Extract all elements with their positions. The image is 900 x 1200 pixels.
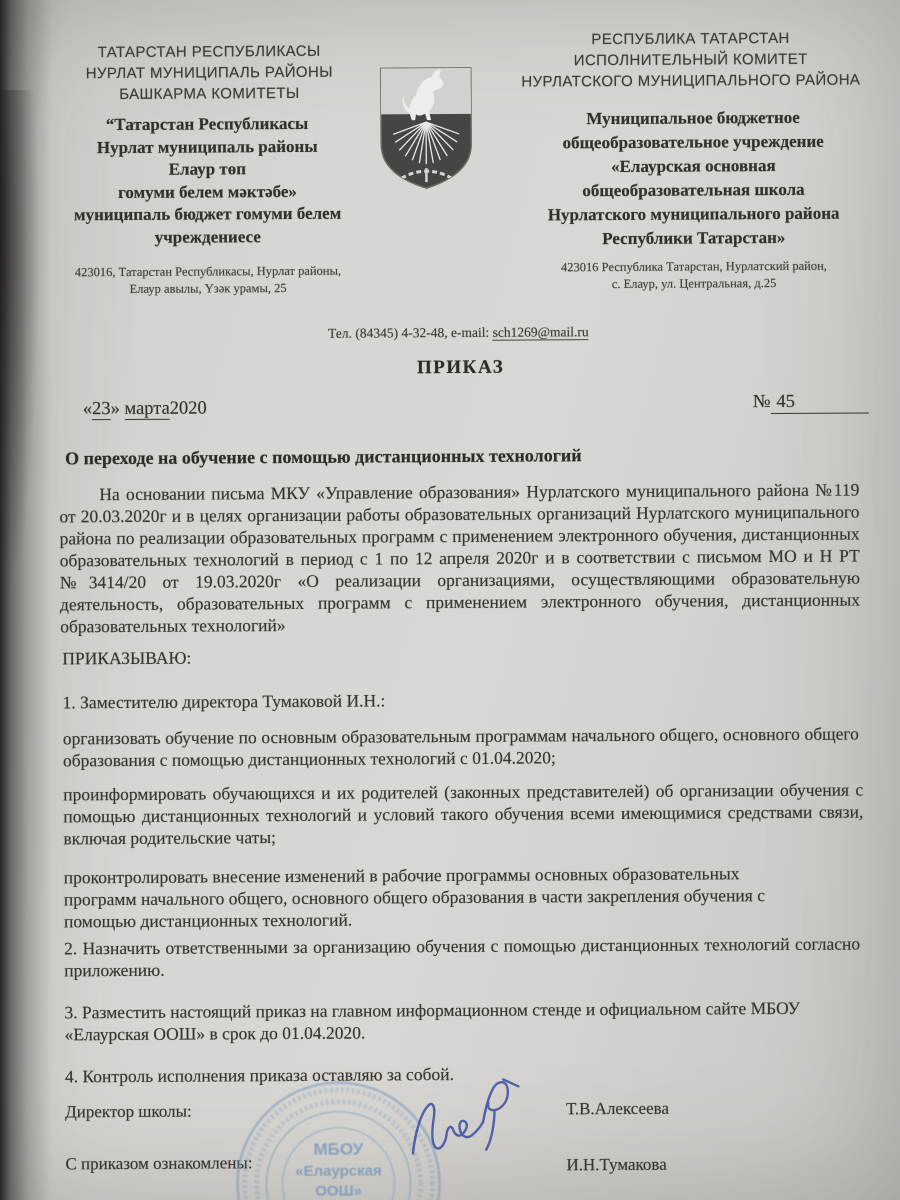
acknowledged-name: И.Н.Тумакова [566, 1154, 667, 1175]
school-name-line: Муниципальное бюджетное [586, 107, 800, 129]
order-item-1-sub-c: проконтролировать внесение изменений в рабочие программы основных образовательных программ начального общего, основного общего образования в части закрепления обучения с помощью дистанционных технологий. [63, 863, 766, 932]
order-item-1-sub-b: проинформировать обучающихся и их родителей (законных представителей) об организации обучения с помощью дистанционных технологий и условий такого обучения всеми имеющимися средствами связи, включая родительские чаты; [63, 779, 864, 849]
letterhead-right-school-name [502, 105, 885, 251]
order-date-day: 23 [92, 399, 111, 420]
phone-text: Тел. (84345) 4-32-48, e-mail: [328, 324, 493, 341]
school-name-line: Елаур төп [168, 159, 247, 179]
order-item-1-sub-a: организовать обучение по основным образовательным программам начального общего, основного общего образования с помощью дистанционных технологий с 01.04.2020; [62, 723, 859, 771]
order-item-1-heading: 1. Заместителю директора Тумаковой И.Н.: [62, 690, 386, 713]
order-number [753, 391, 869, 414]
order-date-month: марта [124, 398, 170, 419]
order-date [83, 398, 207, 420]
letterhead-left-org-line: ТАТАРСТАН РЕСПУБЛИКАСЫ [97, 42, 321, 62]
letterhead-left-org-line: НУРЛАТ МУНИЦИПАЛЬ РАЙОНЫ [85, 63, 333, 83]
order-item-3: 3. Разместить настоящий приказ на главном информационном стенде и официальном сайте МБОУ «Елаурская ООШ» в срок до 01.04.2020. [64, 997, 801, 1045]
order-item-2: 2. Назначить ответственными за организацию обучения с помощью дистанционных технологий согласно приложению. [64, 933, 861, 981]
letterhead-right-org-line: НУРЛАТСКОГО МУНИЦИПАЛЬНОГО РАЙОНА [521, 71, 861, 91]
address-line: 423016, Татарстан Республикасы, Нурлат районы, [74, 263, 342, 280]
stamp-text-line: «Елаурская [295, 1162, 382, 1180]
coat-of-arms-icon [371, 60, 482, 197]
letterhead-right-address [503, 257, 885, 292]
email-text: sch1269@mail.ru [492, 324, 589, 340]
school-name-line: Нурлат муниципаль районы [96, 136, 318, 157]
order-word: ПРИКАЗЫВАЮ: [62, 647, 192, 669]
letterhead-left-school-name [35, 112, 380, 249]
order-number-label: № [752, 392, 771, 413]
acknowledged-label: С приказом ознакомлены: [65, 1153, 253, 1174]
intro-paragraph: На основании письма МКУ «Управление образования» Нурлатского муниципального района №119 от 20.03.2020г и в целях организации работы образовательных организаций Нурлатского муниципального района по реализации образовательных программ с применением электронного обучения, дистанционных образовательных технологий в период с 1 по 12 апреля 2020г и в соответствии с письмом МО и Н РТ №3414/20 от 19.03.2020г «О реализации организациями, осуществляющими образовательную деятельность, образовательных программ с применением электронного обучения, дистанционных образовательных технологий» [59, 479, 861, 637]
school-name-line: Республики Татарстан» [602, 227, 786, 249]
stamp-text-line: ООШ» [315, 1182, 363, 1200]
order-title: ПРИКАЗ [416, 356, 505, 379]
scan-edge-blotch [0, 90, 40, 610]
letterhead-left-org-line: БАШКАРМА КОМИТЕТЫ [119, 84, 300, 104]
quote-close: » [110, 398, 125, 420]
director-label: Директор школы: [65, 1101, 192, 1122]
stamp-text-line: МБОУ [313, 1139, 364, 1159]
letterhead-right-org-line: ИСПОЛНИТЕЛЬНЫЙ КОМИТЕТ [573, 50, 808, 70]
contact-line [228, 324, 688, 343]
school-name-line: общеобразовательное учреждение [562, 131, 824, 153]
quote-open: « [82, 399, 93, 420]
order-number-value: 45 [770, 391, 868, 414]
order-subject: О переходе на обучение с помощью дистанционных технологий [65, 445, 582, 469]
letterhead-right-org-line: РЕСПУБЛИКА ТАТАРСТАН [591, 29, 790, 49]
school-name-line: муниципаль бюджет гомуми белем [73, 203, 342, 225]
school-name-line: “Татарстан Республикасы [105, 113, 309, 135]
address-line: 423016 Республика Татарстан, Нурлатский район, [560, 258, 827, 275]
address-line: Елаур авылы, Үзәк урамы, 25 [129, 280, 287, 296]
school-name-line: общеобразовательная школа [582, 179, 805, 201]
school-name-line: «Елаурская основная [611, 156, 776, 177]
address-line: с. Елаур, ул. Центральная, д.25 [611, 275, 777, 291]
school-name-line: гомуми белем мәктәбе» [118, 181, 297, 202]
letterhead-left-address [48, 262, 368, 297]
order-date-year: 2020 [169, 398, 207, 419]
letterhead-right-org [489, 27, 893, 92]
school-name-line: Нурлатского муниципального района [547, 203, 840, 225]
director-name: Т.В.Алексеева [566, 1098, 670, 1119]
school-name-line: учреждениесе [154, 226, 261, 247]
letterhead-left-org [52, 40, 367, 105]
order-item-4: 4. Контроль исполнения приказа оставляю за собой. [64, 1063, 454, 1087]
